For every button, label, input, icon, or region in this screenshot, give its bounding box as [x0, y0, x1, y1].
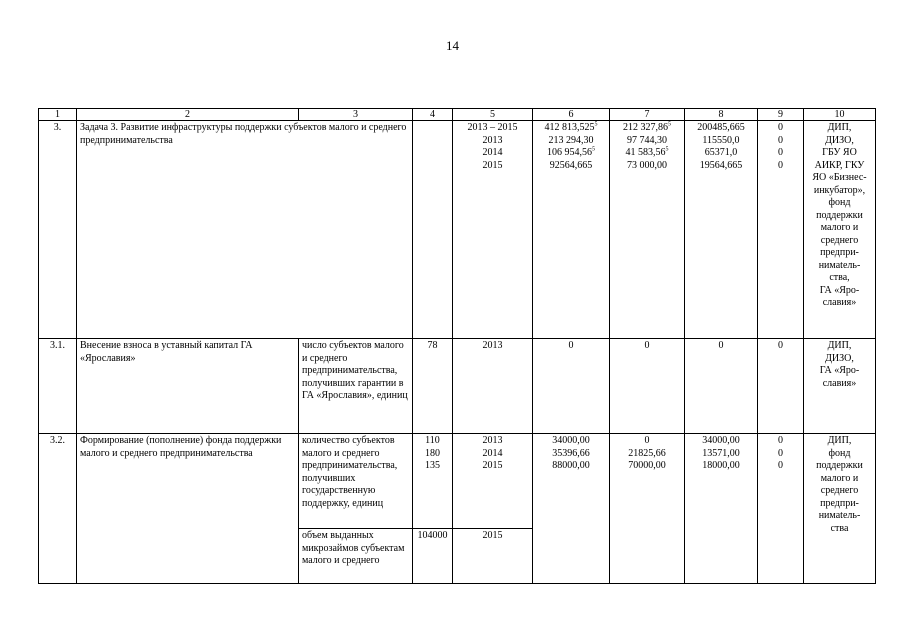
- total-funding-cell: 0: [533, 339, 610, 434]
- indicator-cell: число субъектов малого и среднего предпринимательства, получивших гарантии в ГА «Ярославия», единиц: [299, 339, 413, 434]
- years-cell: 2013 2014 2015: [453, 434, 533, 529]
- header-row: [39, 109, 876, 121]
- executors-cell: ДИП, фонд поддержки малого и среднего предпри- нимatель- ства: [804, 434, 876, 584]
- indicator-value: 104000: [413, 529, 453, 584]
- federal-funding-cell: 212 327,86$^5$ 97 744,30 41 583,56$^5$ 73 000,00: [610, 121, 685, 339]
- indicator-values: 110 180 135: [413, 434, 453, 529]
- total-funding-cell: 34000,00 35396,66 88000,00: [533, 434, 610, 584]
- empty-cell: [413, 121, 453, 339]
- header-cell: 4: [413, 109, 453, 121]
- header-cell: 10: [804, 109, 876, 121]
- header-cell: 8: [685, 109, 758, 121]
- header-cell: 5: [453, 109, 533, 121]
- indicator-cell: количество субъектов малого и среднего предпринимательства, получивших государственную поддержку, единиц: [299, 434, 413, 529]
- header-cell: 6: [533, 109, 610, 121]
- regional-funding-cell: 200485,665 115550,0 65371,0 19564,665: [685, 121, 758, 339]
- indicator-value: 78: [413, 339, 453, 434]
- regional-funding-cell: 0: [685, 339, 758, 434]
- header-cell: 3: [299, 109, 413, 121]
- federal-funding-cell: 0 21825,66 70000,00: [610, 434, 685, 584]
- executors-cell: ДИП, ДИЗО, ГА «Яро- славия»: [804, 339, 876, 434]
- header-cell: 7: [610, 109, 685, 121]
- other-funding-cell: 0 0 0: [758, 434, 804, 584]
- header-cell: 2: [77, 109, 299, 121]
- activity-name: Формирование (пополнение) фонда поддержки малого и среднего предпринимательства: [77, 434, 299, 584]
- header-cell: 9: [758, 109, 804, 121]
- federal-funding-cell: 0: [610, 339, 685, 434]
- year-cell: 2013: [453, 339, 533, 434]
- regional-funding-cell: 34000,00 13571,00 18000,00: [685, 434, 758, 584]
- row-number: 3.2.: [39, 434, 77, 584]
- total-funding-cell: 412 813,525$^5$ 213 294,30 106 954,56$^5$ 92564,665: [533, 121, 610, 339]
- year-cell: 2015: [453, 529, 533, 584]
- task-name: Задача 3. Развитие инфраструктуры поддержки субъектов малого и среднего предпринимательства: [77, 121, 413, 339]
- table-row: [39, 434, 876, 529]
- table-row: [39, 121, 876, 339]
- years-cell: 2013 – 2015 2013 2014 2015: [453, 121, 533, 339]
- page-number: 14: [446, 38, 459, 53]
- other-funding-cell: 0 0 0 0: [758, 121, 804, 339]
- program-table: [38, 108, 876, 584]
- row-number: 3.: [39, 121, 77, 339]
- executors-cell: ДИП, ДИЗО, ГБУ ЯО АИКР, ГКУ ЯО «Бизнес- инкубатор», фонд поддержки малого и среднего предпри- нимatель- ства, ГА «Яро- славия»: [804, 121, 876, 339]
- activity-name: Внесение взноса в уставный капитал ГА «Ярославия»: [77, 339, 299, 434]
- header-cell: 1: [39, 109, 77, 121]
- indicator-cell: объем выданных микрозаймов субъектам малого и среднего: [299, 529, 413, 584]
- other-funding-cell: 0: [758, 339, 804, 434]
- table-row: [39, 339, 876, 434]
- row-number: 3.1.: [39, 339, 77, 434]
